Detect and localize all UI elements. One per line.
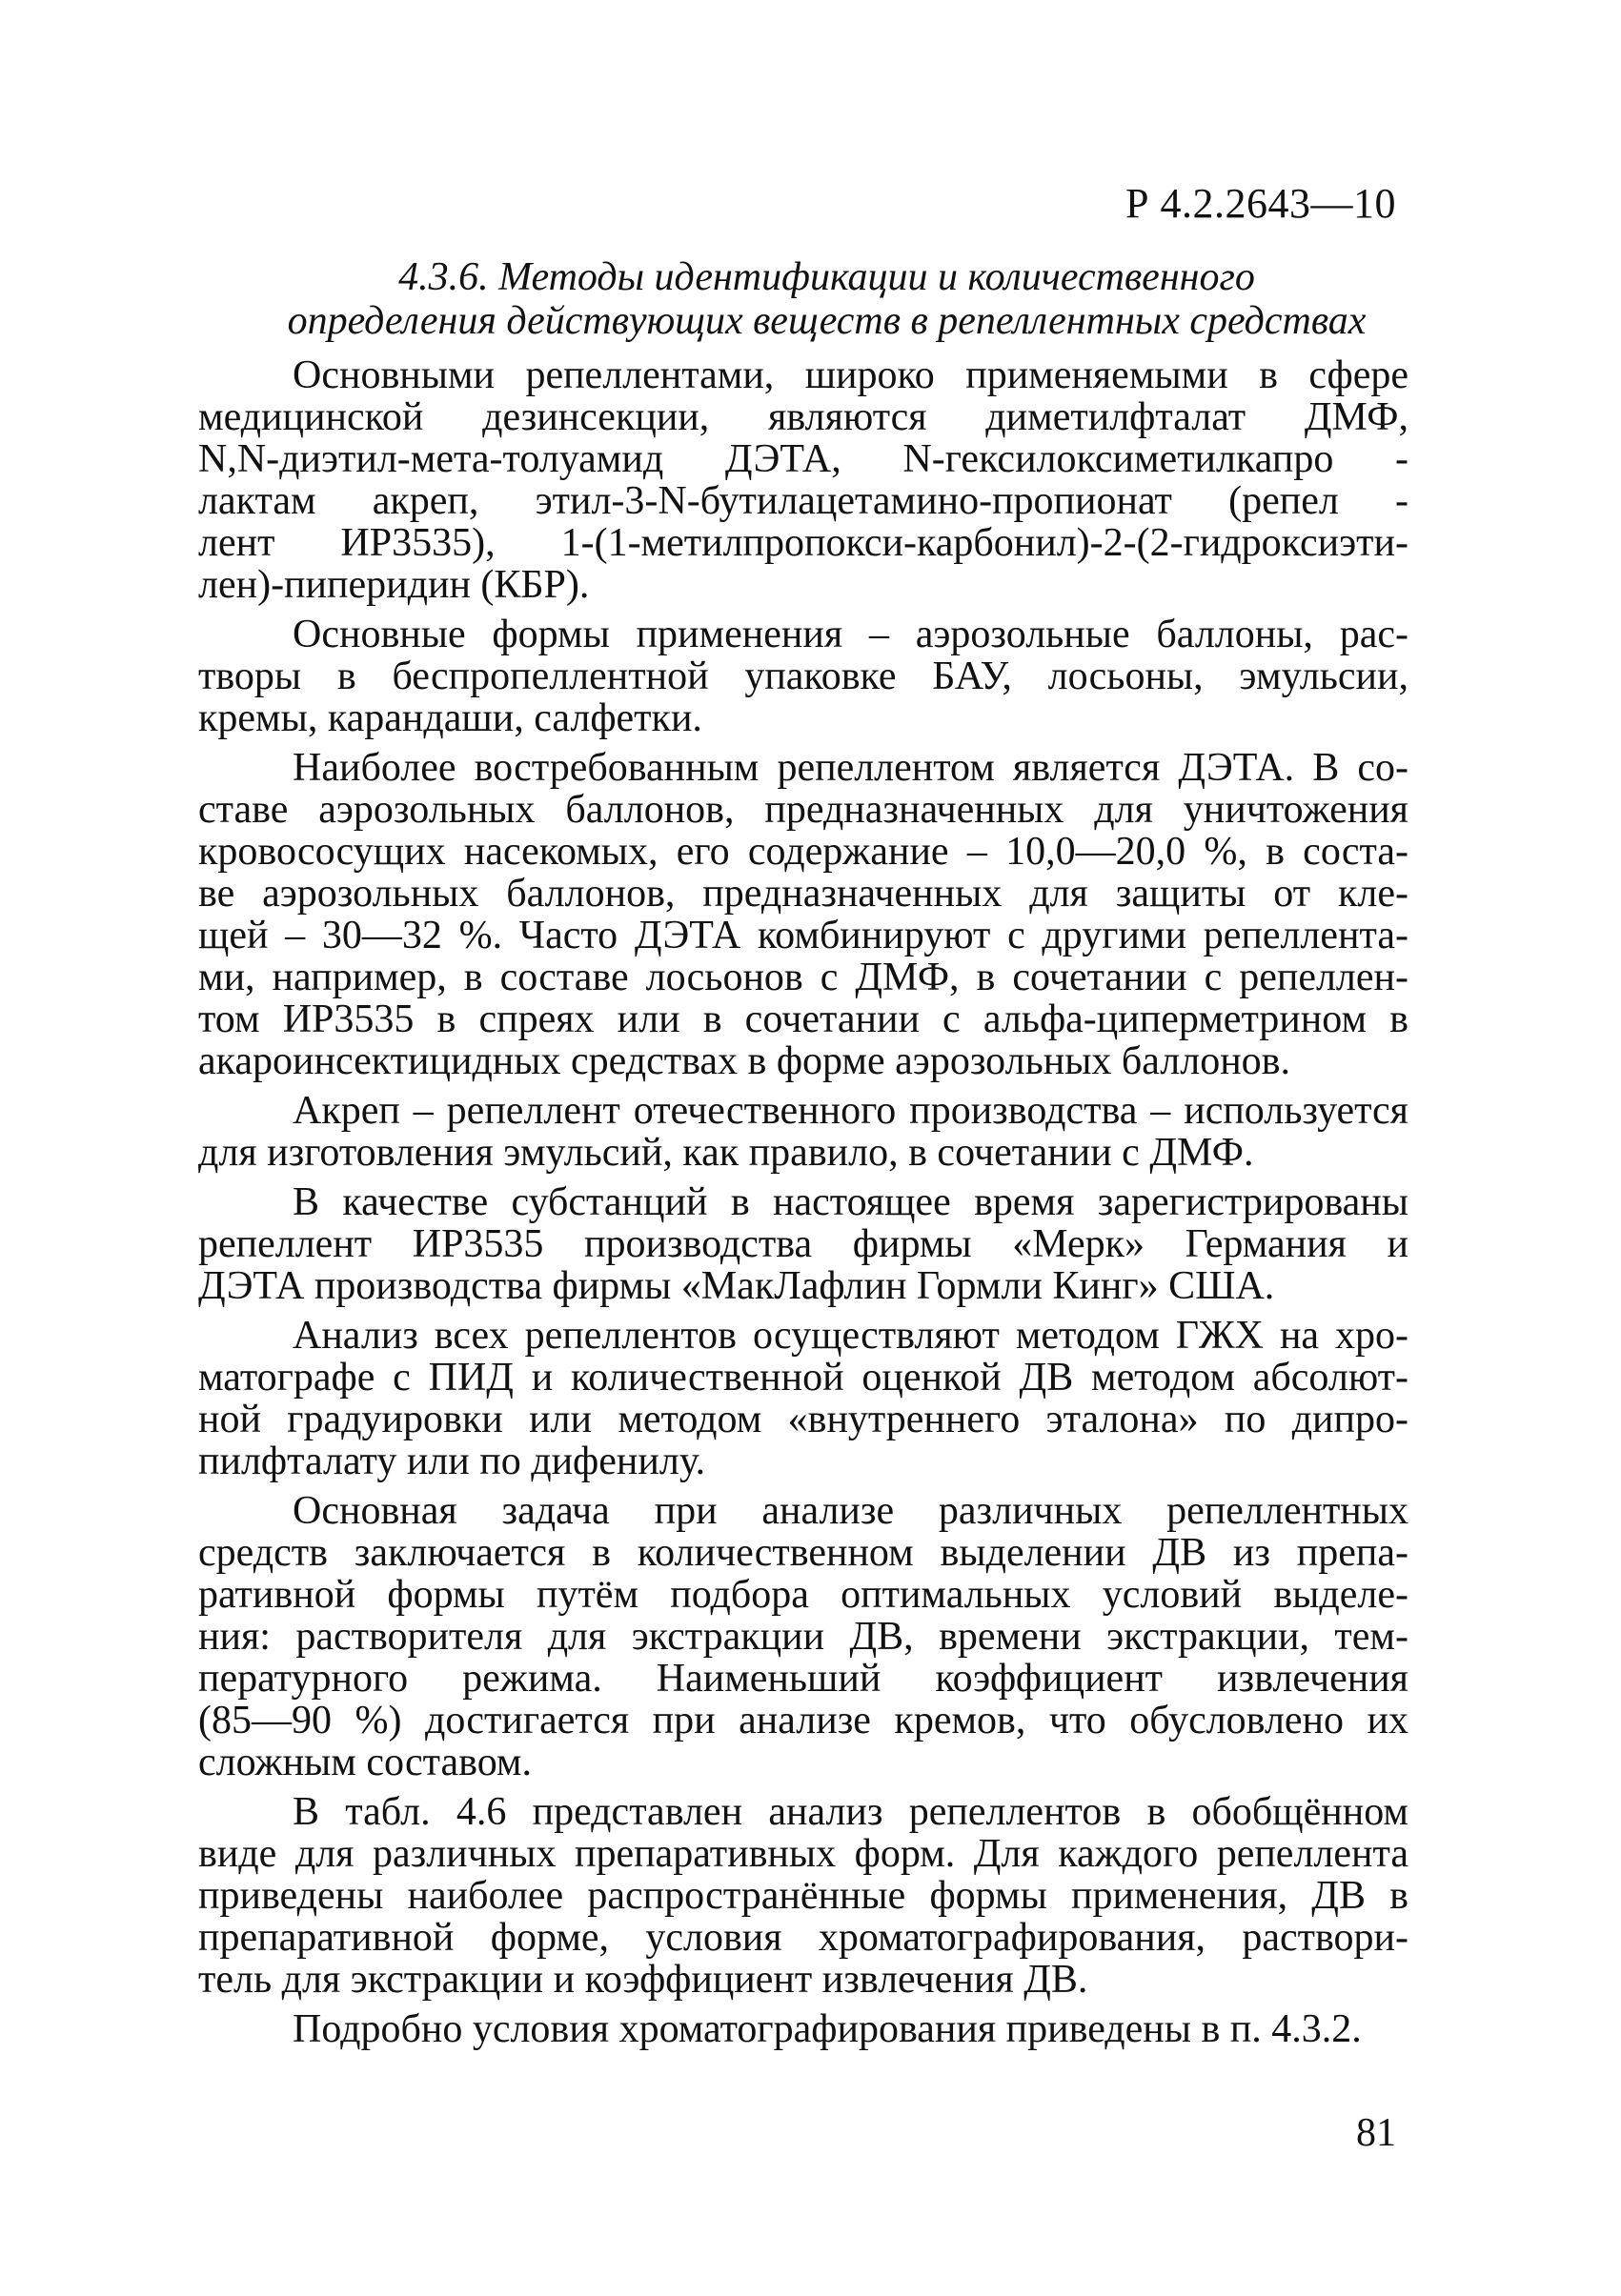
text-line: пилфталату или по дифенилу. [198, 1440, 706, 1483]
text-line: матографе с ПИД и количественной оценкой ДВ методом абсолют- [198, 1356, 1408, 1400]
text-line: Подробно условия хроматографирования приведены в п. 4.3.2. [293, 2007, 1362, 2051]
text-line: лактам акреп, этил-3-N-бутилацетамино-пропионат (репел - [198, 479, 1408, 523]
text-line: сложным составом. [198, 1741, 533, 1784]
page-number: 81 [1356, 2111, 1396, 2155]
text-line: ния: растворителя для экстракции ДВ, времени экстракции, тем- [198, 1615, 1408, 1659]
paragraph [198, 1490, 1408, 1783]
text-line: виде для различных препаративных форм. Для каждого репеллента [198, 1832, 1408, 1876]
text-line: В качестве субстанций в настоящее время зарегистрированы [293, 1180, 1408, 1224]
text-line: Анализ всех репеллентов осуществляют методом ГЖХ на хро- [293, 1314, 1408, 1358]
section-title-line: 4.3.6. Методы идентификации и количественного [398, 255, 1255, 299]
text-line: тель для экстракции и коэффициент извлечения ДВ. [198, 1958, 1088, 2002]
paragraph [198, 1791, 1408, 2001]
text-line: ДЭТА производства фирмы «МакЛафлин Гормли Кинг» США. [198, 1264, 1275, 1308]
text-line: препаративной форме, условия хроматографирования, раствори- [198, 1916, 1408, 1960]
text-line: ставе аэрозольных баллонов, предназначенных для уничтожения [198, 788, 1408, 832]
document-code: Р 4.2.2643—10 [1125, 180, 1396, 227]
paragraph [198, 614, 1408, 739]
text-line: пературного режима. Наименьший коэффициент извлечения [198, 1657, 1408, 1701]
section-title [257, 255, 1396, 343]
text-line: Основные формы применения – аэрозольные баллоны, рас- [293, 613, 1408, 656]
text-line: N,N-диэтил-мета-толуамид ДЭТА, N-гексилоксиметилкапро - [198, 437, 1408, 481]
text-line: (85—90 %) достигается при анализе кремов, что обусловлено их [198, 1699, 1408, 1742]
text-line: медицинской дезинсекции, являются диметилфталат ДМФ, [198, 395, 1408, 439]
text-line: творы в беспропеллентной упаковке БАУ, лосьоны, эмульсии, [198, 655, 1408, 698]
text-line: ративной формы путём подбора оптимальных условий выделе- [198, 1573, 1408, 1617]
text-line: ве аэрозольных баллонов, предназначенных для защиты от кле- [198, 872, 1408, 916]
text-line: В табл. 4.6 представлен анализ репеллентов в обобщённом [293, 1790, 1408, 1834]
body-text [198, 354, 1408, 2058]
paragraph [198, 1315, 1408, 1482]
text-line: кремы, карандаши, салфетки. [198, 696, 702, 740]
text-line: щей – 30—32 %. Часто ДЭТА комбинируют с другими репеллента- [198, 914, 1408, 957]
text-line: лен)-пиперидин (КБР). [198, 563, 590, 607]
paragraph [198, 2008, 1408, 2050]
paragraph [198, 1090, 1408, 1174]
text-line: ми, например, в составе лосьонов с ДМФ, в сочетании с репеллен- [198, 956, 1408, 999]
paragraph [198, 354, 1408, 606]
text-line: том ИР3535 в спреях или в сочетании с альфа-циперметрином в [198, 997, 1408, 1041]
text-line: для изготовления эмульсий, как правило, в сочетании с ДМФ. [198, 1131, 1254, 1175]
text-line: Основными репеллентами, широко применяемыми в сфере [293, 353, 1408, 397]
text-line: акароинсектицидных средствах в форме аэрозольных баллонов. [198, 1039, 1291, 1083]
text-line: ной градуировки или методом «внутреннего эталона» по дипро- [198, 1398, 1408, 1441]
text-line: лент ИР3535), 1-(1-метилпропокси-карбонил)-2-(2-гидроксиэти- [198, 521, 1408, 565]
text-line: средств заключается в количественном выделении ДВ из препа- [198, 1531, 1408, 1575]
text-line: кровососущих насекомых, его содержание – 10,0—20,0 %, в соста- [198, 830, 1408, 874]
paragraph [198, 747, 1408, 1082]
text-line: Наиболее востребованным репеллентом является ДЭТА. В со- [293, 746, 1408, 790]
text-line: приведены наиболее распространённые формы применения, ДВ в [198, 1874, 1408, 1918]
text-line: репеллент ИР3535 производства фирмы «Мерк» Германия и [198, 1222, 1408, 1266]
text-line: Основная задача при анализе различных репеллентных [293, 1489, 1408, 1533]
section-title-line: определения действующих веществ в репеллентных средствах [287, 299, 1367, 343]
text-line: Акреп – репеллент отечественного производства – используется [293, 1089, 1408, 1133]
paragraph [198, 1181, 1408, 1307]
